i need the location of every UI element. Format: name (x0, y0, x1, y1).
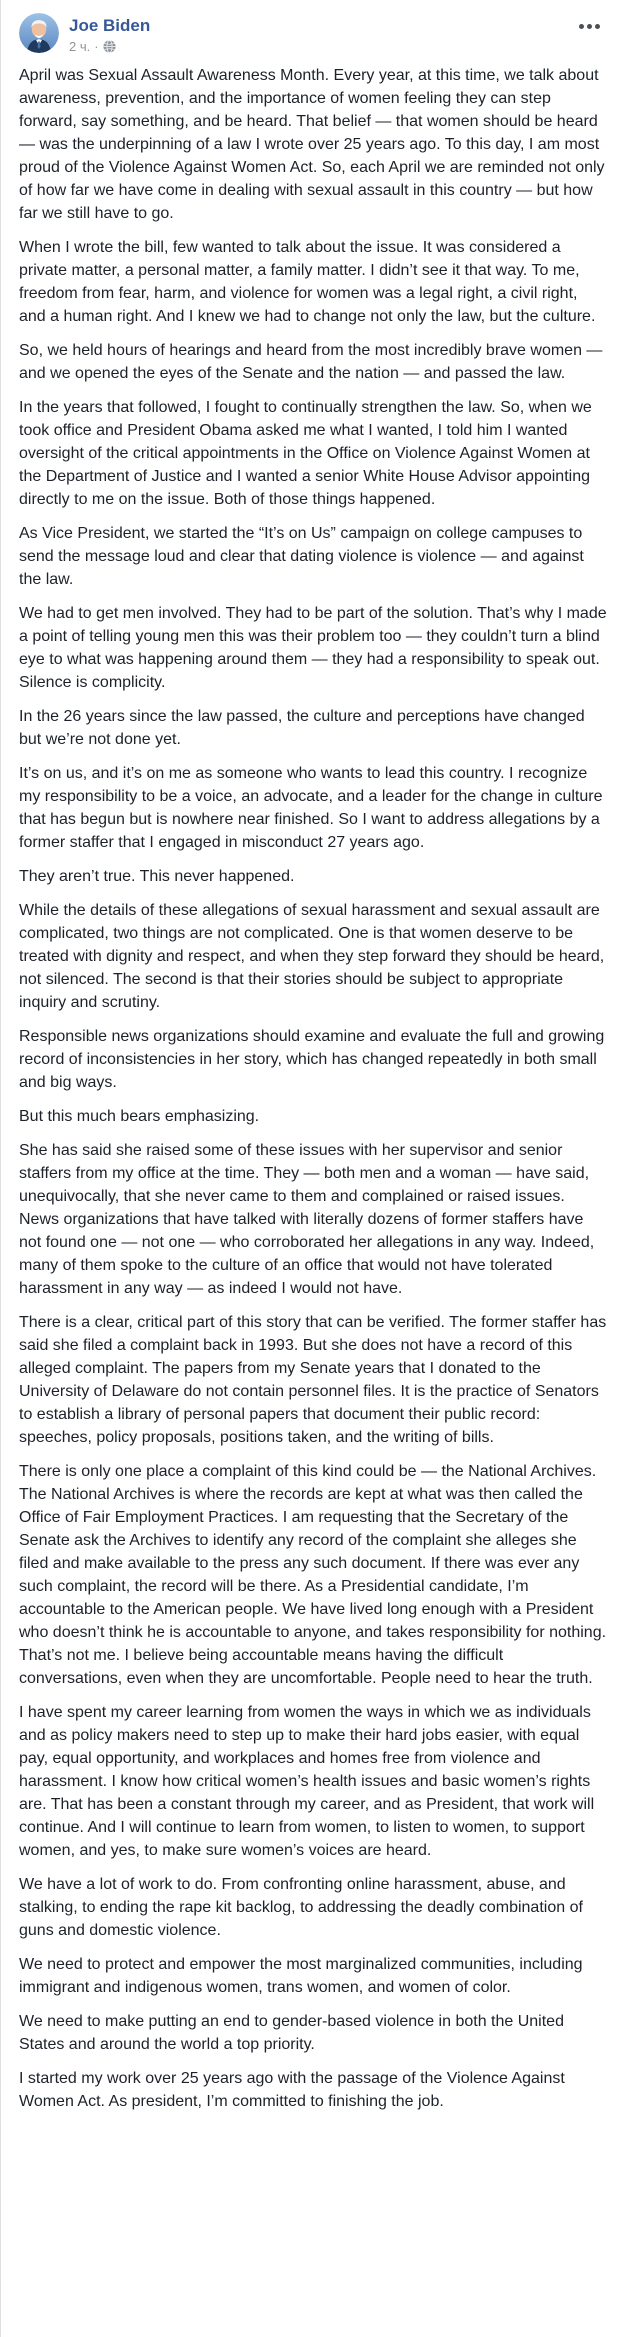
post-paragraph: So, we held hours of hearings and heard from the most incredibly brave women — and we opened the eyes of the Senate and the nation — and passed the law. (19, 342, 607, 383)
post-paragraph: But this much bears emphasizing. (19, 1108, 260, 1126)
post-paragraph: In the years that followed, I fought to continually strengthen the law. So, when we took office and President Obama asked me what I wanted, I told him I wanted oversight of the critical appointments in the Office on Violence Against Women at the Department of Justice and I wanted a senior White House Advisor appointing directly to me on the issue. Both of those things happened. (19, 399, 597, 509)
author-name-link[interactable]: Joe Biden (69, 16, 151, 35)
globe-icon (103, 40, 116, 53)
post-paragraph: In the 26 years since the law passed, the culture and perceptions have changed but we’re not done yet. (19, 708, 590, 749)
post-paragraph: There is only one place a complaint of this kind could be — the National Archives. The National Archives is where the records are kept at what was then called the Office of Fair Employment Practices. I am requesting that the Secretary of the Senate ask the Archives to identify any record of the complaint she alleges she filed and make available to the press any such document. If there was ever any such complaint, the record will be there. As a Presidential candidate, I’m accountable to the American people. We have lived long enough with a President who doesn’t think he is accountable to anyone, and takes responsibility for nothing. That’s not me. I believe being accountable means having the difficult conversations, even when they are uncomfortable. People need to hear the truth. (19, 1463, 611, 1688)
post-paragraph: She has said she raised some of these issues with her supervisor and senior staffers from my office at the time. They — both men and a woman — have said, unequivocally, that she never came to them and complained or raised issues. News organizations that have talked with literally dozens of former staffers have not found one — not one — who corroborated her allegations in any way. Indeed, many of them spoke to the culture of an office that would not have tolerated harassment in any way — as indeed I would not have. (19, 1142, 599, 1298)
post-paragraph: We need to protect and empower the most marginalized communities, including immigrant and indigenous women, trans women, and women of color. (19, 1956, 587, 1997)
post-options-button[interactable] (575, 18, 604, 35)
post-paragraph: While the details of these allegations of sexual harassment and sexual assault are complicated, two things are not complicated. One is that women deserve to be treated with dignity and respect, and when they step forward they should be heard, not silenced. The second is that their stories should be subject to appropriate inquiry and scrutiny. (19, 902, 609, 1012)
post-timestamp[interactable]: 2 ч. (69, 39, 91, 55)
post-text (1, 58, 626, 2127)
post-paragraph: I have spent my career learning from women the ways in which we as individuals and as policy makers need to step up to make their hard jobs easier, with equal pay, equal opportunity, and workplaces and homes free from violence and harassment. I know how critical women’s health issues and basic women’s rights are. That has been a constant through my career, and as President, that work will continue. And I will continue to learn from women, to listen to women, to support women, and yes, to make sure women’s voices are heard. (19, 1704, 599, 1860)
post-paragraph: I started my work over 25 years ago with the passage of the Violence Against Women Act. As president, I’m committed to finishing the job. (19, 2070, 570, 2111)
post-paragraph: We need to make putting an end to gender-based violence in both the United States and around the world a top priority. (19, 2013, 569, 2054)
avatar[interactable] (19, 13, 59, 53)
ellipsis-icon (595, 24, 600, 29)
post-paragraph: It’s on us, and it’s on me as someone who wants to lead this country. I recognize my responsibility to be a voice, an advocate, and a leader for the change in culture that has begun but is nowhere near finished. So I want to address allegations by a former staffer that I engaged in misconduct 27 years ago. (19, 765, 607, 852)
post-paragraph: Responsible news organizations should examine and evaluate the full and growing record of inconsistencies in her story, which has changed repeatedly in both small and big ways. (19, 1028, 609, 1092)
post-paragraph: We have a lot of work to do. From confronting online harassment, abuse, and stalking, to ending the rape kit backlog, to addressing the deadly combination of guns and domestic violence. (19, 1876, 588, 1940)
ellipsis-icon (587, 24, 592, 29)
ellipsis-icon (579, 24, 584, 29)
post-paragraph: They aren’t true. This never happened. (19, 868, 295, 886)
post-meta-row (69, 39, 150, 54)
post-paragraph: April was Sexual Assault Awareness Month. Every year, at this time, we talk about awareness, prevention, and the importance of women feeling they can step forward, say something, and be heard. That belief — that women should be heard — was the underpinning of a law I wrote over 25 years ago. To this day, I am most proud of the Violence Against Women Act. So, each April we are reminded not only of how far we have come in dealing with sexual assault in this country — but how far we still have to go. (19, 67, 609, 223)
post-paragraph: We had to get men involved. They had to be part of the solution. That’s why I made a point of telling young men this was their problem too — they couldn’t turn a blind eye to what was happening around them — they had a responsibility to speak out. Silence is complicity. (19, 605, 612, 692)
author-block (69, 13, 150, 54)
post-paragraph: When I wrote the bill, few wanted to talk about the issue. It was considered a private matter, a personal matter, a family matter. I didn’t see it that way. To me, freedom from fear, harm, and violence for women was a legal right, a civil right, and a human right. And I knew we had to change not only the law, but the culture. (19, 239, 596, 326)
post-header (1, 0, 626, 58)
post-paragraph: There is a clear, critical part of this story that can be verified. The former staffer has said she filed a complaint back in 1993. But she does not have a record of this alleged complaint. The papers from my Senate years that I donated to the University of Delaware do not contain personnel files. It is the practice of Senators to establish a library of personal papers that document their public record: speeches, policy proposals, positions taken, and the writing of bills. (19, 1314, 611, 1447)
post-paragraph: As Vice President, we started the “It’s on Us” campaign on college campuses to send the message loud and clear that dating violence is violence — and against the law. (19, 525, 589, 589)
meta-separator: · (94, 39, 99, 55)
avatar-image (19, 13, 59, 53)
